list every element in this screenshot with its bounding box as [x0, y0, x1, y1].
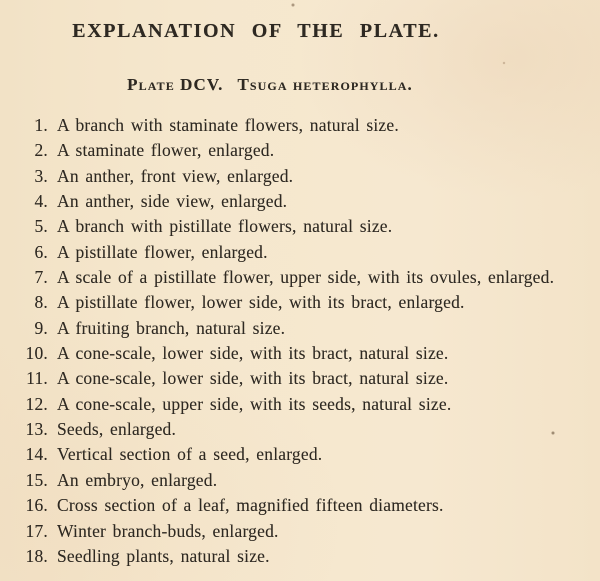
- figure-description: A fruiting branch, natural size.: [57, 317, 286, 338]
- figure-description: Winter branch-buds, enlarged.: [57, 520, 279, 541]
- figure-number: 13.: [25, 419, 48, 440]
- figure-number: 14.: [25, 444, 48, 465]
- figure-description: An anther, side view, enlarged.: [57, 191, 288, 212]
- figure-description: A pistillate flower, enlarged.: [57, 241, 268, 262]
- figure-number: 4.: [34, 191, 48, 212]
- figure-number: 5.: [34, 216, 48, 237]
- figure-number: 17.: [25, 520, 48, 541]
- figure-description: Vertical section of a seed, enlarged.: [57, 444, 323, 465]
- figure-number: 7.: [34, 267, 48, 288]
- plate-number: Plate DCV.: [127, 75, 224, 94]
- figure-description: A branch with pistillate flowers, natural size.: [57, 216, 393, 237]
- figure-description: An embryo, enlarged.: [57, 469, 218, 490]
- figure-number: 10.: [25, 343, 48, 364]
- species-name: Tsuga heterophylla.: [237, 75, 413, 94]
- list-item: [0, 265, 600, 290]
- list-item: [0, 468, 600, 493]
- list-item: [0, 240, 600, 265]
- figure-description: A pistillate flower, lower side, with its bract, enlarged.: [57, 292, 465, 313]
- list-item: [0, 544, 600, 569]
- list-item: [0, 189, 600, 214]
- plate-heading: [0, 75, 540, 95]
- list-item: [0, 519, 600, 544]
- list-item: [0, 113, 600, 138]
- figure-number: 8.: [34, 292, 48, 313]
- figure-number: 6.: [34, 241, 48, 262]
- figure-description: A cone-scale, lower side, with its bract, natural size.: [57, 343, 449, 364]
- list-item: [0, 442, 600, 467]
- figure-description: Cross section of a leaf, magnified fifteen diameters.: [57, 495, 444, 516]
- figure-number: 15.: [25, 469, 48, 490]
- figure-number: 16.: [25, 495, 48, 516]
- figure-description: An anther, front view, enlarged.: [57, 165, 294, 186]
- figure-number: 11.: [26, 368, 48, 389]
- list-item: [0, 341, 600, 366]
- figure-list: [0, 113, 600, 569]
- figure-number: 2.: [34, 140, 48, 161]
- list-item: [0, 493, 600, 518]
- figure-description: Seeds, enlarged.: [57, 419, 177, 440]
- figure-description: A cone-scale, upper side, with its seeds, natural size.: [57, 393, 452, 414]
- list-item: [0, 290, 600, 315]
- figure-description: A scale of a pistillate flower, upper side, with its ovules, enlarged.: [57, 267, 555, 288]
- list-item: [0, 138, 600, 163]
- page-title: EXPLANATION OF THE PLATE.: [72, 20, 440, 42]
- figure-number: 9.: [34, 317, 48, 338]
- list-item: [0, 316, 600, 341]
- figure-number: 18.: [25, 545, 48, 566]
- list-item: [0, 366, 600, 391]
- list-item: [0, 214, 600, 239]
- figure-description: Seedling plants, natural size.: [57, 545, 270, 566]
- figure-description: A branch with staminate flowers, natural size.: [57, 115, 399, 135]
- figure-description: A cone-scale, lower side, with its bract, natural size.: [57, 368, 449, 389]
- list-item: [0, 392, 600, 417]
- figure-number: 12.: [25, 393, 48, 414]
- list-item: [0, 417, 600, 442]
- figure-number: 1.: [34, 115, 48, 135]
- figure-description: A staminate flower, enlarged.: [57, 140, 275, 161]
- list-item: [0, 164, 600, 189]
- figure-number: 3.: [34, 165, 48, 186]
